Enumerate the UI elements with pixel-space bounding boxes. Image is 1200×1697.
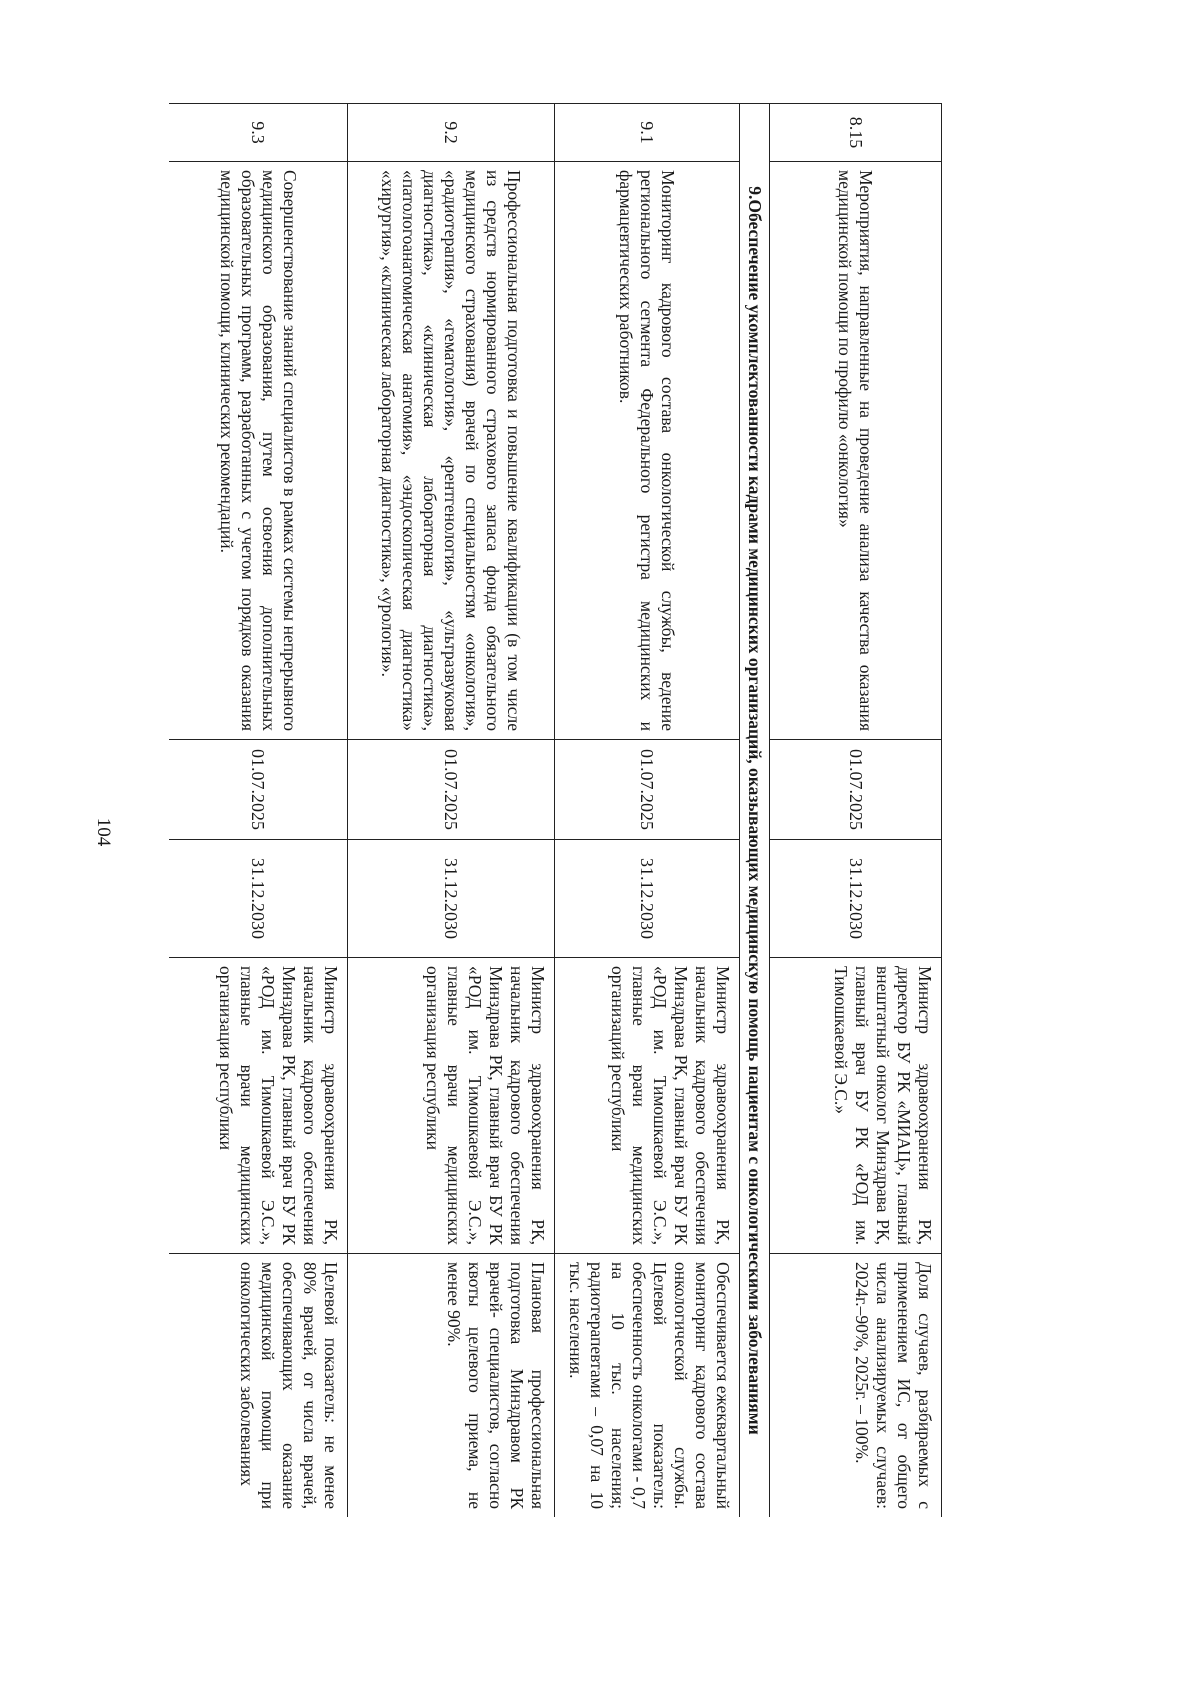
end-date: 31.12.2030 xyxy=(770,840,942,958)
expected-result: Доля случаев, разбираемых с применением ИС, от общего числа анализируемых случаев: 2024г.–90%, 2025г. – 100%. xyxy=(770,1254,942,1518)
row-number: 9.1 xyxy=(555,104,740,162)
measure-description: Профессиональная подготовка и повышение квалификации (в том числе из средств нормированного страхового запаса фонда обязательного медицинского страхования) врачей по специальностям «онкология», «радиотерапия», «гематология», «рентгенология», «ультразвуковая диагностика», «клиническая лабораторная диагностика», «патологоанатомическая анатомия», «эндоскопическая диагностика» «хирургия», «клиническая лабораторная диагностика», «урология». xyxy=(348,162,555,740)
measure-description: Мероприятия, направленные на проведение анализа качества оказания медицинской помощи по профилю «онкология» xyxy=(770,162,942,740)
table-frame xyxy=(169,103,942,1517)
section-title: 9.Обеспечение укомплектованности кадрами медицинских организаций, оказывающих медицинскую помощь пациентам с онкологическими заболеваниями xyxy=(740,104,770,1518)
responsible-persons: Министр здравоохранения РК, начальник кадрового обеспечения Минздрава РК, главный врач БУ РК «РОД им. Тимошкаевой Э.С.», главные врачи медицинских организация республики xyxy=(348,958,555,1254)
end-date: 31.12.2030 xyxy=(555,840,740,958)
table-row-9-3 xyxy=(169,104,348,1518)
start-date: 01.07.2025 xyxy=(770,740,942,840)
start-date: 01.07.2025 xyxy=(555,740,740,840)
start-date: 01.07.2025 xyxy=(169,740,348,840)
end-date: 31.12.2030 xyxy=(348,840,555,958)
row-number: 8.15 xyxy=(770,104,942,162)
measure-description: Совершенствование знаний специалистов в рамках системы непрерывного медицинского образования, путем освоения дополнительных образовательных программ, разработанных с учетом порядков оказания медицинской помощи, клинических рекомендаций. xyxy=(169,162,348,740)
end-date: 31.12.2030 xyxy=(169,840,348,958)
start-date: 01.07.2025 xyxy=(348,740,555,840)
rotated-sheet xyxy=(169,103,942,1517)
measure-description: Мониторинг кадрового состава онкологической службы, ведение регионального сегмента Федерального регистра медицинских и фармацевтических работников. xyxy=(555,162,740,740)
table-row-9-2 xyxy=(348,104,555,1518)
responsible-persons: Министр здравоохранения РК, директор БУ РК «МИАЦ», главный внештатный онколог Минздрава РК, главный врач БУ РК «РОД им. Тимошкаевой Э.С.» xyxy=(770,958,942,1254)
row-number: 9.3 xyxy=(169,104,348,162)
responsible-persons: Министр здравоохранения РК, начальник кадрового обеспечения Минздрава РК, главный врач БУ РК «РОД им. Тимошкаевой Э.С.», главные врачи медицинских организация республики xyxy=(169,958,348,1254)
responsible-persons: Министр здравоохранения РК, начальник кадрового обеспечения Минздрава РК, главный врач БУ РК «РОД им. Тимошкаевой Э.С.», главные врачи медицинских организаций республики xyxy=(555,958,740,1254)
expected-result: Плановая профессиональная подготовка Минздравом РК врачей- специалистов, согласно квоты целевого приема, не менее 90%. xyxy=(348,1254,555,1518)
page-number: 104 xyxy=(93,817,114,847)
measures-table xyxy=(169,103,942,1517)
table-row-9-1 xyxy=(555,104,740,1518)
table-row-8-15 xyxy=(770,104,942,1518)
expected-result: Обеспечивается ежеквартальный мониторинг кадрового состава онкологической службы. Целевой показатель: обеспеченность онкологами - 0,7 на 10 тыс. населения; радиотерапевтами – 0,07 на 10 тыс. населения. xyxy=(555,1254,740,1518)
row-number: 9.2 xyxy=(348,104,555,162)
section-header-row xyxy=(740,104,770,1518)
expected-result: Целевой показатель: не менее 80% врачей, от числа врачей, обеспечивающих оказание медицинской помощи при онкологических заболеваниях xyxy=(169,1254,348,1518)
